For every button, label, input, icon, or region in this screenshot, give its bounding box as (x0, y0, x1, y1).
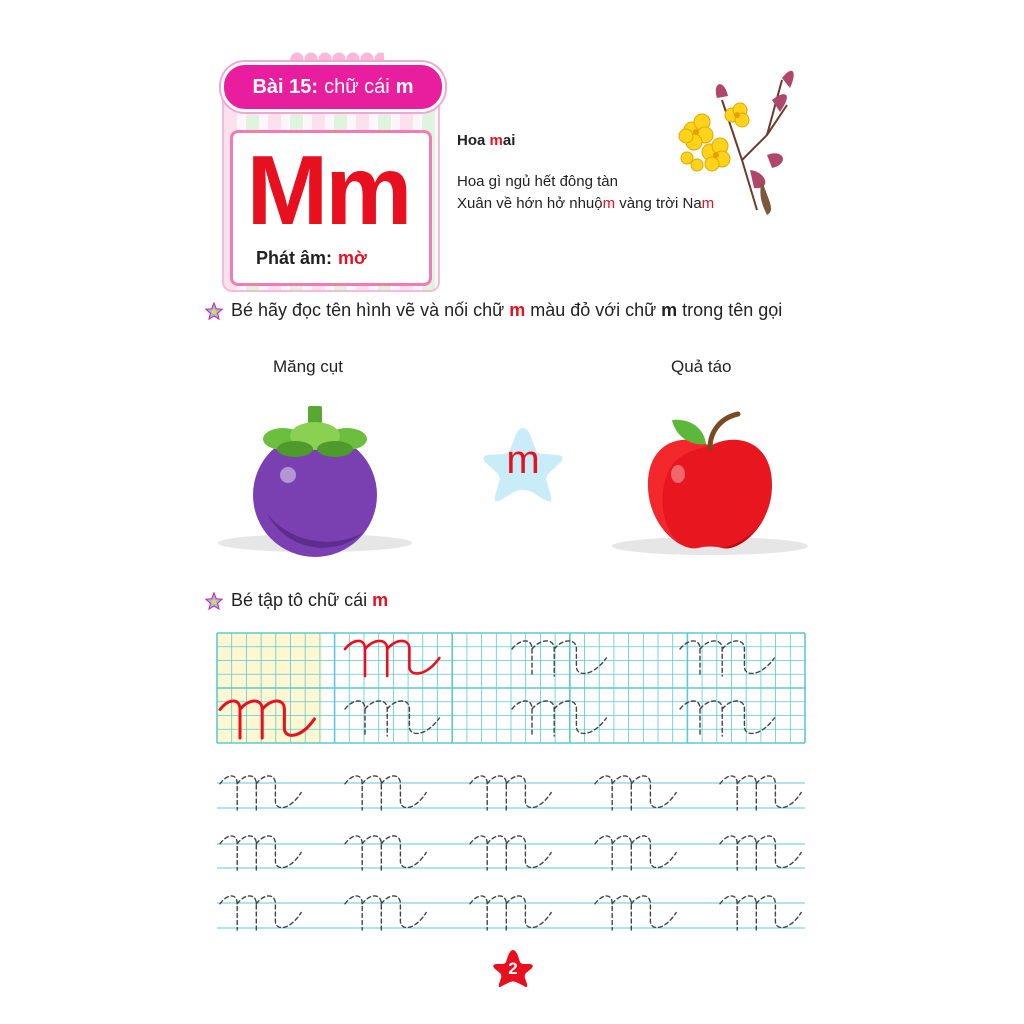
instruction-trace-letter: m (372, 590, 389, 610)
trace-letter-m (345, 836, 426, 870)
lesson-number: Bài 15: (252, 75, 319, 98)
writing-lines (217, 783, 805, 928)
trace-letter-m (720, 836, 801, 870)
pronunciation-value: mờ (338, 248, 367, 268)
trace-letter-m (470, 776, 551, 810)
trace-letter-m (512, 641, 606, 676)
trace-letter-m (345, 776, 426, 810)
instruction-match-black-letter: m (661, 300, 678, 320)
poem-line-2-highlight: m (602, 195, 616, 212)
poem-line-2-prefix: Xuân về hớn hở nhuộ (457, 195, 603, 212)
trace-letter-m (720, 776, 801, 810)
poem-title-highlight: m (489, 132, 503, 149)
poem-line-1: Hoa gì ngủ hết đông tàn (457, 173, 618, 190)
trace-letter-m (595, 776, 676, 810)
trace-letter-m (512, 701, 606, 736)
trace-letter-m (470, 836, 551, 870)
trace-letter-m (595, 836, 676, 870)
trace-letter-m (220, 836, 301, 870)
poem-line-2-middle: vàng trời Na (615, 195, 702, 212)
lesson-title-letter: m (395, 75, 414, 98)
instruction-match-part3: trong tên gọi (682, 300, 783, 320)
trace-letter-m (345, 701, 439, 736)
apple-label: Quả táo (671, 357, 732, 376)
trace-letter-m (680, 701, 774, 736)
page-number-badge (491, 948, 535, 992)
trace-letter-m (720, 896, 801, 930)
instruction-match-part2: màu đỏ với chữ (530, 300, 657, 320)
trace-letter-m (345, 896, 426, 930)
trace-letter-m (470, 896, 551, 930)
mangosteen-label: Măng cụt (273, 357, 343, 376)
poem-title-suffix: ai (502, 132, 516, 149)
trace-letter-m (595, 896, 676, 930)
center-letter: m (506, 438, 540, 482)
trace-letter-m (220, 896, 301, 930)
big-letters: Mm (246, 135, 410, 245)
trace-letter-m (220, 776, 301, 810)
example-letter-m (345, 641, 439, 676)
poem-line-2-highlight2: m (701, 195, 715, 212)
page-number: 2 (508, 959, 518, 978)
pronunciation-label: Phát âm: (256, 248, 333, 268)
instruction-trace-text: Bé tập tô chữ cái (231, 590, 368, 610)
lesson-title-text: chữ cái (324, 75, 390, 98)
tracing-grid (217, 633, 805, 743)
instruction-match-red-letter: m (509, 300, 526, 320)
instruction-match-part1: Bé hãy đọc tên hình vẽ và nối chữ (231, 300, 505, 320)
poem-title-prefix: Hoa (457, 132, 490, 149)
trace-letter-m (680, 641, 774, 676)
